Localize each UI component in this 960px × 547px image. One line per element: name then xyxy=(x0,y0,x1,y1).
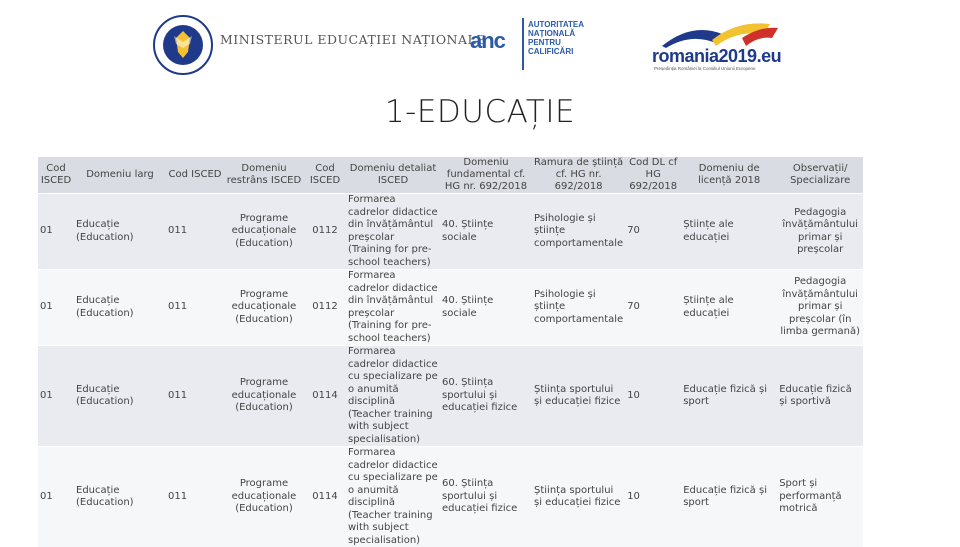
cell-domeniu-larg: Educație (Education) xyxy=(74,270,166,346)
cell-cod-dl: 10 xyxy=(625,447,681,547)
header-cell: Cod DL cf HG 692/2018 xyxy=(625,157,681,194)
header-cell: Domeniu larg xyxy=(74,157,166,194)
cell-cod-isced: 01 xyxy=(38,270,74,346)
cell-cod-isced: 01 xyxy=(38,346,74,447)
cell-cod-isced: 0114 xyxy=(304,447,346,547)
cell-domeniu-restrans: Programe educaționale (Education) xyxy=(224,270,304,346)
cell-ramura-stiinta: Știința sportului și educației fizice xyxy=(532,447,625,547)
cell-cod-isced: 01 xyxy=(38,194,74,270)
table-row xyxy=(38,447,863,547)
table-row xyxy=(38,270,863,346)
header-cell: Domeniu de licență 2018 xyxy=(681,157,777,194)
cell-domeniu-detaliat: Formarea cadrelor didactice cu specializare pe o anumită disciplină (Teacher training with subject specialisation) xyxy=(346,346,440,447)
header-cell: Domeniu restrâns ISCED xyxy=(224,157,304,194)
table-header-row xyxy=(38,157,863,194)
cell-domeniu-larg: Educație (Education) xyxy=(74,447,166,547)
cell-domeniu-fundamental: 40. Științe sociale xyxy=(440,194,532,270)
header-cell: Ramura de știință cf. HG nr. 692/2018 xyxy=(532,157,625,194)
page-title: 1-EDUCAȚIE xyxy=(0,94,960,130)
government-seal-icon xyxy=(152,14,214,76)
cell-domeniu-restrans: Programe educaționale (Education) xyxy=(224,447,304,547)
cell-domeniu-licenta: Educație fizică și sport xyxy=(681,346,777,447)
cell-domeniu-larg: Educație (Education) xyxy=(74,346,166,447)
cell-domeniu-detaliat: Formarea cadrelor didactice din învățământul preșcolar (Training for pre-school teachers) xyxy=(346,270,440,346)
cell-domeniu-licenta: Științe ale educației xyxy=(681,194,777,270)
cell-ramura-stiinta: Psihologie și științe comportamentale xyxy=(532,194,625,270)
header-cell: Domeniu fundamental cf. HG nr. 692/2018 xyxy=(440,157,532,194)
anc-mark: anc xyxy=(470,28,505,53)
header-cell: Cod ISCED xyxy=(166,157,224,194)
cell-observatii: Sport și performanță motrică xyxy=(777,447,863,547)
logo-bar xyxy=(0,0,960,90)
cell-ramura-stiinta: Știința sportului și educației fizice xyxy=(532,346,625,447)
cell-observatii: Pedagogia învățământului primar și preșcolar (în limba germană) xyxy=(777,270,863,346)
cell-ramura-stiinta: Psihologie și științe comportamentale xyxy=(532,270,625,346)
cell-observatii: Educație fizică și sportivă xyxy=(777,346,863,447)
romania2019-mark: romania2019.eu xyxy=(652,46,781,67)
cell-cod-dl: 10 xyxy=(625,346,681,447)
cell-domeniu-larg: Educație (Education) xyxy=(74,194,166,270)
cell-domeniu-fundamental: 60. Știința sportului și educației fizice xyxy=(440,447,532,547)
cell-cod-dl: 70 xyxy=(625,270,681,346)
cell-cod-isced: 01 xyxy=(38,447,74,547)
header-cell: Domeniu detaliat ISCED xyxy=(346,157,440,194)
cell-cod-isced: 011 xyxy=(166,447,224,547)
cell-cod-isced: 011 xyxy=(166,194,224,270)
cell-cod-isced: 0112 xyxy=(304,194,346,270)
cell-domeniu-detaliat: Formarea cadrelor didactice din învățământul preșcolar (Training for pre-school teachers) xyxy=(346,194,440,270)
cell-domeniu-detaliat: Formarea cadrelor didactice cu specializare pe o anumită disciplină (Teacher training with subject specialisation) xyxy=(346,447,440,547)
cell-cod-dl: 70 xyxy=(625,194,681,270)
romania2019-subtitle: Președinția României la Consiliul Uniunii Europene xyxy=(654,66,804,71)
cell-observatii: Pedagogia învățământului primar și preșcolar xyxy=(777,194,863,270)
cell-domeniu-restrans: Programe educaționale (Education) xyxy=(224,194,304,270)
cell-domeniu-restrans: Programe educaționale (Education) xyxy=(224,346,304,447)
cell-domeniu-licenta: Științe ale educației xyxy=(681,270,777,346)
table-row xyxy=(38,194,863,270)
header-cell: Cod ISCED xyxy=(304,157,346,194)
cell-cod-isced: 011 xyxy=(166,270,224,346)
cell-cod-isced: 0114 xyxy=(304,346,346,447)
anc-logo xyxy=(470,28,505,54)
cell-domeniu-fundamental: 40. Științe sociale xyxy=(440,270,532,346)
cell-domeniu-fundamental: 60. Știința sportului și educației fizice xyxy=(440,346,532,447)
ministry-name: MINISTERUL EDUCAȚIEI NAȚIONALE xyxy=(220,32,486,47)
table-row xyxy=(38,346,863,447)
isced-education-table xyxy=(38,157,863,547)
anc-name: AUTORITATEA NAȚIONALĂ PENTRU CALIFICĂRI xyxy=(528,20,598,56)
anc-divider xyxy=(522,18,524,70)
cell-cod-isced: 011 xyxy=(166,346,224,447)
cell-cod-isced: 0112 xyxy=(304,270,346,346)
header-cell: Observații/ Specializare xyxy=(777,157,863,194)
romania2019-flag-graphic-icon xyxy=(652,18,780,48)
header-cell: Cod ISCED xyxy=(38,157,74,194)
cell-domeniu-licenta: Educație fizică și sport xyxy=(681,447,777,547)
